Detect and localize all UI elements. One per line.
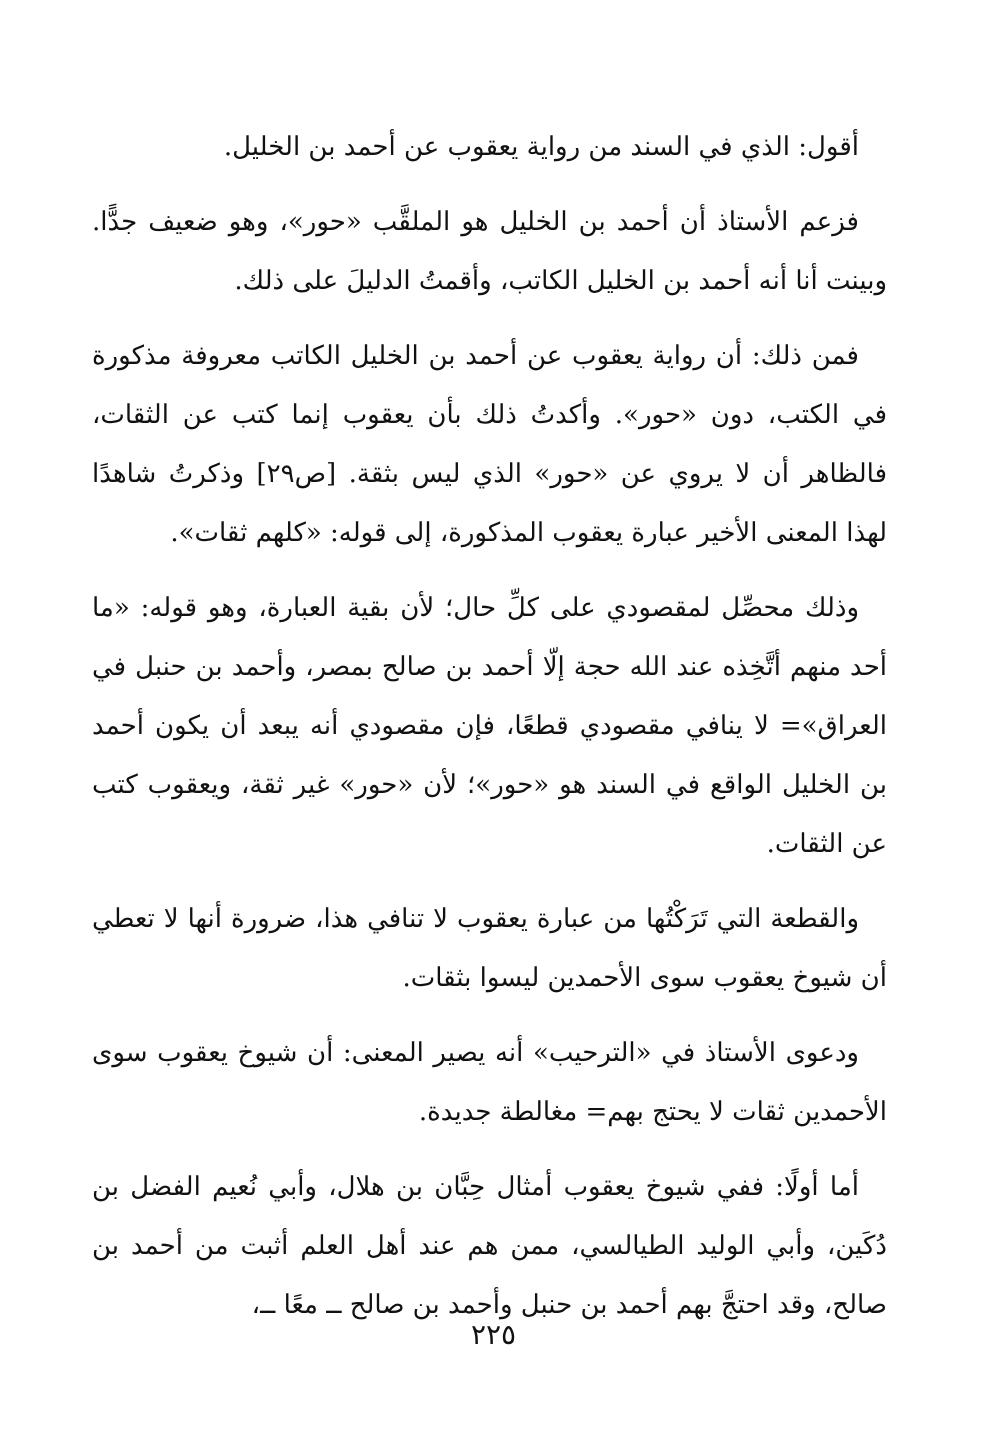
- paragraph-2: فزعم الأستاذ أن أحمد بن الخليل هو الملقَّب «حور»، وهو ضعيف جدًّا. وبينت أنا أنه أحمد بن الخليل الكاتب، وأقمتُ الدليلَ على ذلك.: [92, 207, 887, 296]
- paragraph-5: والقطعة التي تَرَكْتُها من عبارة يعقوب لا تنافي هذا، ضرورة أنها لا تعطي أن شيوخ يعقوب سوى الأحمدين ليسوا بثقات.: [92, 904, 887, 993]
- page-number: ٢٢٥: [470, 1318, 517, 1351]
- paragraph-7: أما أولًا: ففي شيوخ يعقوب أمثال حِبَّان بن هلال، وأبي نُعيم الفضل بن دُكَين، وأبي الوليد الطيالسي، ممن هم عند أهل العلم أثبت من أحمد بن صالح، وقد احتجَّ بهم أحمد بن حنبل وأحمد بن صالح ــ معًا ــ،: [92, 1172, 887, 1320]
- paragraph-4: وذلك محصِّل لمقصودي على كلِّ حال؛ لأن بقية العبارة، وهو قوله: «ما أحد منهم أتَّخِذه عند الله حجة إلّا أحمد بن صالح بمصر، وأحمد بن حنبل في العراق»= لا ينافي مقصودي قطعًا، فإن مقصودي أنه يبعد أن يكون أحمد بن الخليل الواقع في السند هو «حور»؛ لأن «حور» غير ثقة، ويعقوب كتب عن الثقات.: [92, 593, 887, 859]
- body-text: [92, 118, 887, 1351]
- paragraph-1: أقول: الذي في السند من رواية يعقوب عن أحمد بن الخليل.: [223, 132, 859, 162]
- paragraph-6: ودعوى الأستاذ في «الترحيب» أنه يصير المعنى: أن شيوخ يعقوب سوى الأحمدين ثقات لا يحتج بهم= مغالطة جديدة.: [92, 1038, 887, 1127]
- paragraph-3: فمن ذلك: أن رواية يعقوب عن أحمد بن الخليل الكاتب معروفة مذكورة في الكتب، دون «حور». وأكدتُ ذلك بأن يعقوب إنما كتب عن الثقات، فالظاهر أن لا يروي عن «حور» الذي ليس بثقة. [ص٢٩] وذكرتُ شاهدًا لهذا المعنى الأخير عبارة يعقوب المذكورة، إلى قوله: «كلهم ثقات».: [92, 341, 888, 548]
